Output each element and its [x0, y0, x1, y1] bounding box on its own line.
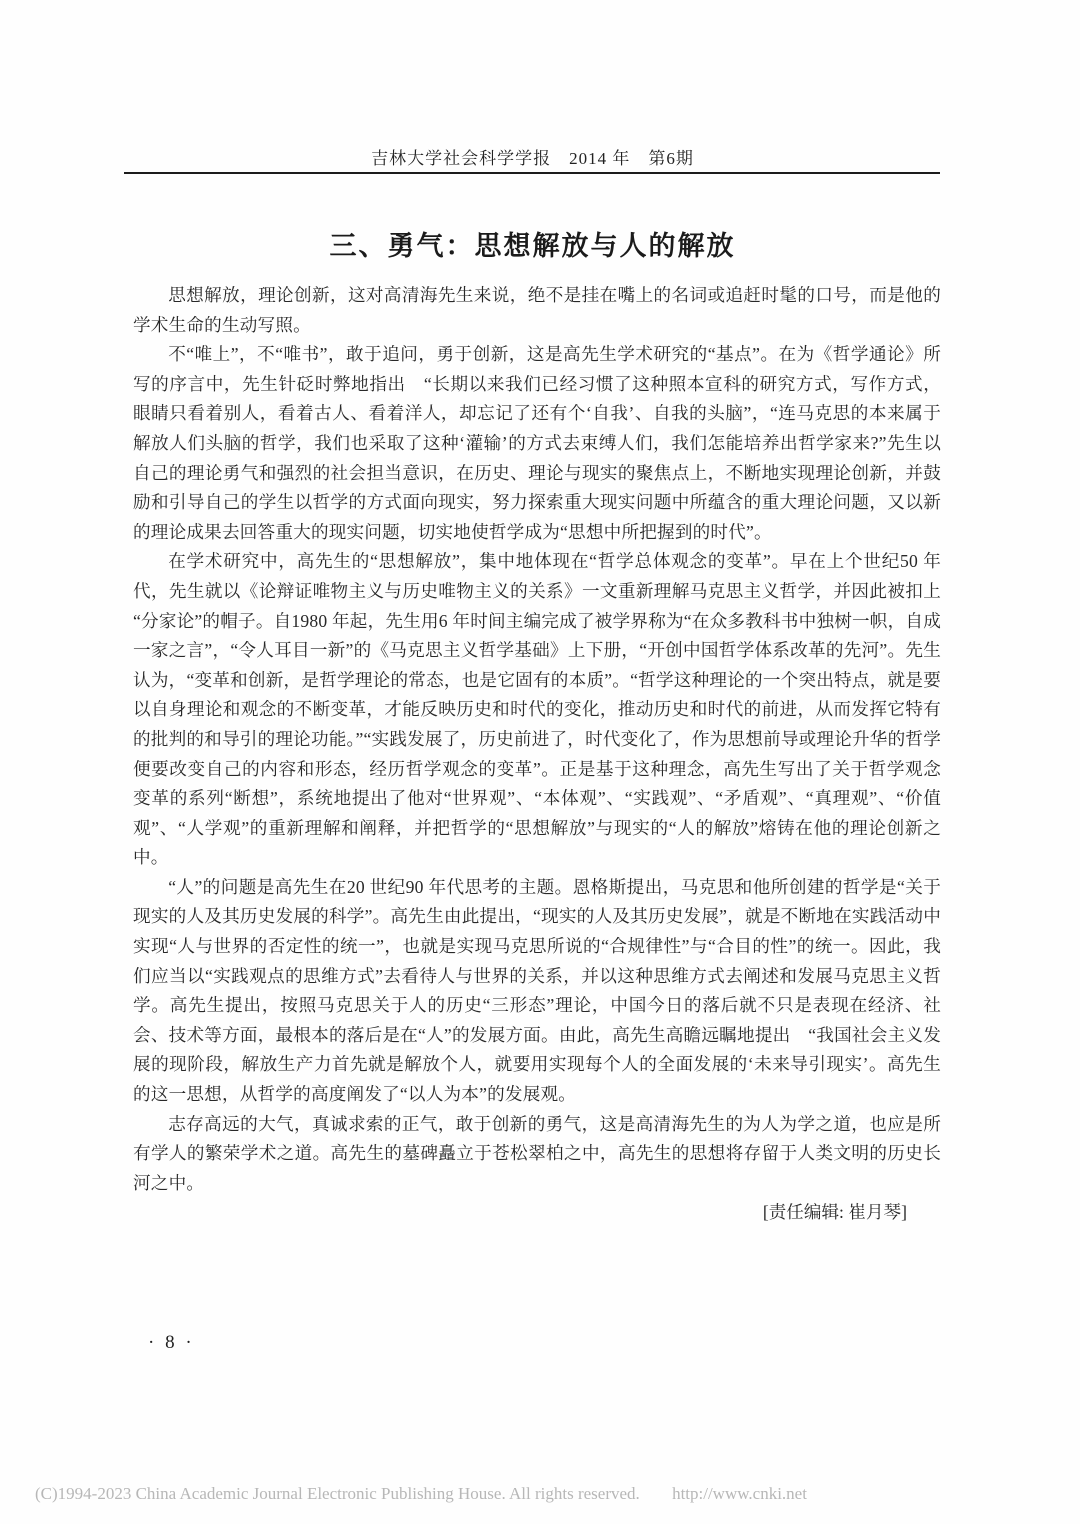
- journal-header: 吉林大学社会科学学报 2014 年 第6期: [371, 149, 694, 168]
- body-paragraph: 在学术研究中，高先生的“思想解放”，集中地体现在“哲学总体观念的变革”。早在上个世纪50 年代，先生就以《论辩证唯物主义与历史唯物主义的关系》一文重新理解马克思主义哲学，并因此被扣上“分家论”的帽子。自1980 年起，先生用6 年时间主编完成了被学界称为“在众多教科书中独树一帜，自成一家之言”，“令人耳目一新”的《马克思主义哲学基础》上下册，“开创中国哲学体系改革的先河”。先生认为，“变革和创新，是哲学理论的常态，也是它固有的本质”。“哲学这种理论的一个突出特点，就是要以自身理论和观念的不断变革，才能反映历史和时代的变化，推动历史和时代的前进，从而发挥它特有的批判的和导引的理论功能。”“实践发展了，历史前进了，时代变化了，作为思想前导或理论升华的哲学便要改变自己的内容和形态，经历哲学观念的变革”。正是基于这种理念，高先生写出了关于哲学观念变革的系列“断想”，系统地提出了他对“世界观”、“本体观”、“实践观”、“矛盾观”、“真理观”、“价值观”、“人学观”的重新理解和阐释，并把哲学的“思想解放”与现实的“人的解放”熔铸在他的理论创新之中。: [133, 551, 941, 868]
- cnki-url: http://www.cnki.net: [672, 1484, 807, 1503]
- page-number: · 8 ·: [148, 1332, 195, 1353]
- header-divider-rule: [124, 172, 940, 174]
- cnki-copyright-footer: [35, 1484, 1045, 1504]
- article-body: [133, 281, 941, 1228]
- copyright-text: (C)1994-2023 China Academic Journal Electronic Publishing House. All rights reserved.: [35, 1484, 640, 1503]
- body-paragraph: 不“唯上”，不“唯书”，敢于追问，勇于创新，这是高先生学术研究的“基点”。在为《哲学通论》所写的序言中，先生针砭时弊地指出 “长期以来我们已经习惯了这种照本宣科的研究方式，写作方式，眼睛只看着别人，看着古人、看着洋人，却忘记了还有个‘自我’、自我的头脑”，“连马克思的本来属于解放人们头脑的哲学，我们也采取了这种‘灌输’的方式去束缚人们，我们怎能培养出哲学家来?”先生以自己的理论勇气和强烈的社会担当意识，在历史、理论与现实的聚焦点上，不断地实现理论创新，并鼓励和引导自己的学生以哲学的方式面向现实，努力探索重大现实问题中所蕴含的重大理论问题，又以新的理论成果去回答重大的现实问题，切实地使哲学成为“思想中所把握到的时代”。: [133, 344, 941, 542]
- section-title: 三、勇气：思想解放与人的解放: [329, 231, 736, 262]
- body-paragraph: 思想解放，理论创新，这对高清海先生来说，绝不是挂在嘴上的名词或追赶时髦的口号，而是他的学术生命的生动写照。: [133, 285, 941, 335]
- body-paragraph: 志存高远的大气，真诚求索的正气，敢于创新的勇气，这是高清海先生的为人为学之道，也应是所有学人的繁荣学术之道。高先生的墓碑矗立于苍松翠柏之中，高先生的思想将存留于人类文明的历史长河之中。: [133, 1113, 941, 1193]
- body-paragraph: “人”的问题是高先生在20 世纪90 年代思考的主题。恩格斯提出，马克思和他所创建的哲学是“关于现实的人及其历史发展的科学”。高先生由此提出，“现实的人及其历史发展”，就是不断地在实践活动中实现“人与世界的否定性的统一”，也就是实现马克思所说的“合规律性”与“合目的性”的统一。因此，我们应当以“实践观点的思维方式”去看待人与世界的关系，并以这种思维方式去阐述和发展马克思主义哲学。高先生提出，按照马克思关于人的历史“三形态”理论，中国今日的落后就不只是表现在经济、社会、技术等方面，最根本的落后是在“人”的发展方面。由此，高先生高瞻远瞩地提出 “我国社会主义发展的现阶段，解放生产力首先就是解放个人，就要用实现每个人的全面发展的‘未来导引现实’。高先生的这一思想，从哲学的高度阐发了“以人为本”的发展观。: [133, 876, 941, 1105]
- responsible-editor-note: [责任编辑: 崔月琴]: [762, 1202, 907, 1223]
